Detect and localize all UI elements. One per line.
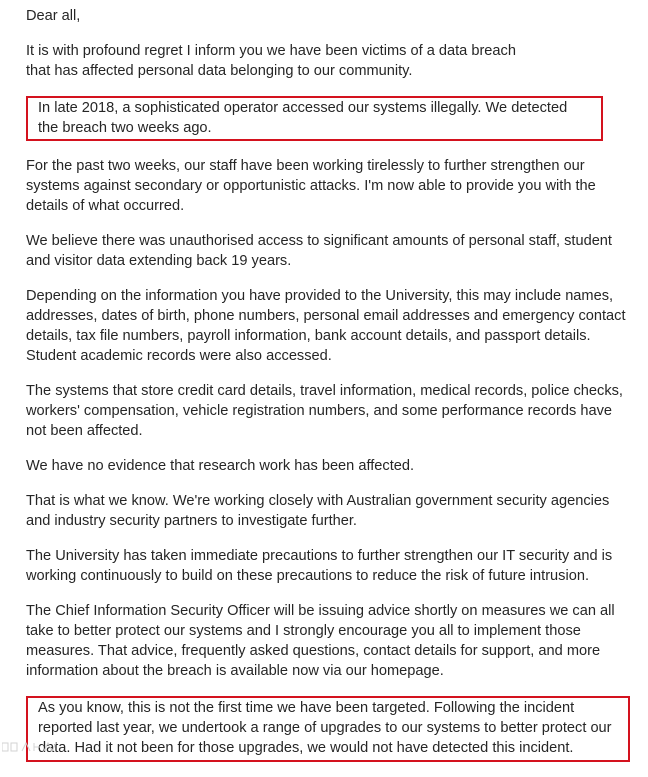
- paragraph-investigation: That is what we know. We're working closely with Australian government security agencies and industry security partners to investigate further.: [26, 493, 610, 529]
- paragraph-staff-efforts: For the past two weeks, our staff have been working tirelessly to further strengthen our systems against secondary or opportunistic attacks. I'm now able to provide you with the details of what occurred.: [26, 158, 596, 214]
- watermark-logo: [2, 739, 62, 757]
- paragraph-ciso-advice: The Chief Information Security Officer will be issuing advice shortly on measures we can all take to better protect our systems and I strongly encourage you all to implement those measures. That advice, frequently asked questions, contact details for support, and more information about the breach is available now via our homepage.: [26, 603, 615, 679]
- salutation: Dear all,: [26, 8, 81, 24]
- highlighted-paragraph-breach-detected: In late 2018, a sophisticated operator accessed our systems illegally. We detected the breach two weeks ago.: [26, 96, 603, 141]
- paragraph-intro: It is with profound regret I inform you we have been victims of a data breach that has affected personal data belonging to our community.: [26, 43, 516, 79]
- highlighted-paragraph-previous-target: As you know, this is not the first time we have been targeted. Following the incident reported last year, we undertook a range of upgrades to our systems to better protect our data. Had it not been for those upgrades, we would not have detected this incident.: [26, 696, 630, 762]
- paragraph-research-unaffected: We have no evidence that research work has been affected.: [26, 458, 415, 474]
- paragraph-precautions: The University has taken immediate precautions to further strengthen our IT security and is working continuously to build on these precautions to reduce the risk of future intrusion.: [26, 548, 613, 584]
- paragraph-affected-data: Depending on the information you have provided to the University, this may include names, addresses, dates of birth, phone numbers, personal email addresses and emergency contact details, tax file numbers, payroll information, bank account details, and passport details. Student academic records were also accessed.: [26, 288, 626, 364]
- watermark-glyphs-icon: [2, 739, 62, 753]
- paragraph-unauthorised-access: We believe there was unauthorised access to significant amounts of personal staff, student and visitor data extending back 19 years.: [26, 233, 612, 269]
- paragraph-unaffected-systems: The systems that store credit card details, travel information, medical records, police checks, workers' compensation, vehicle registration numbers, and some performance records have not been affected.: [26, 383, 623, 439]
- letter-body: [26, 6, 626, 777]
